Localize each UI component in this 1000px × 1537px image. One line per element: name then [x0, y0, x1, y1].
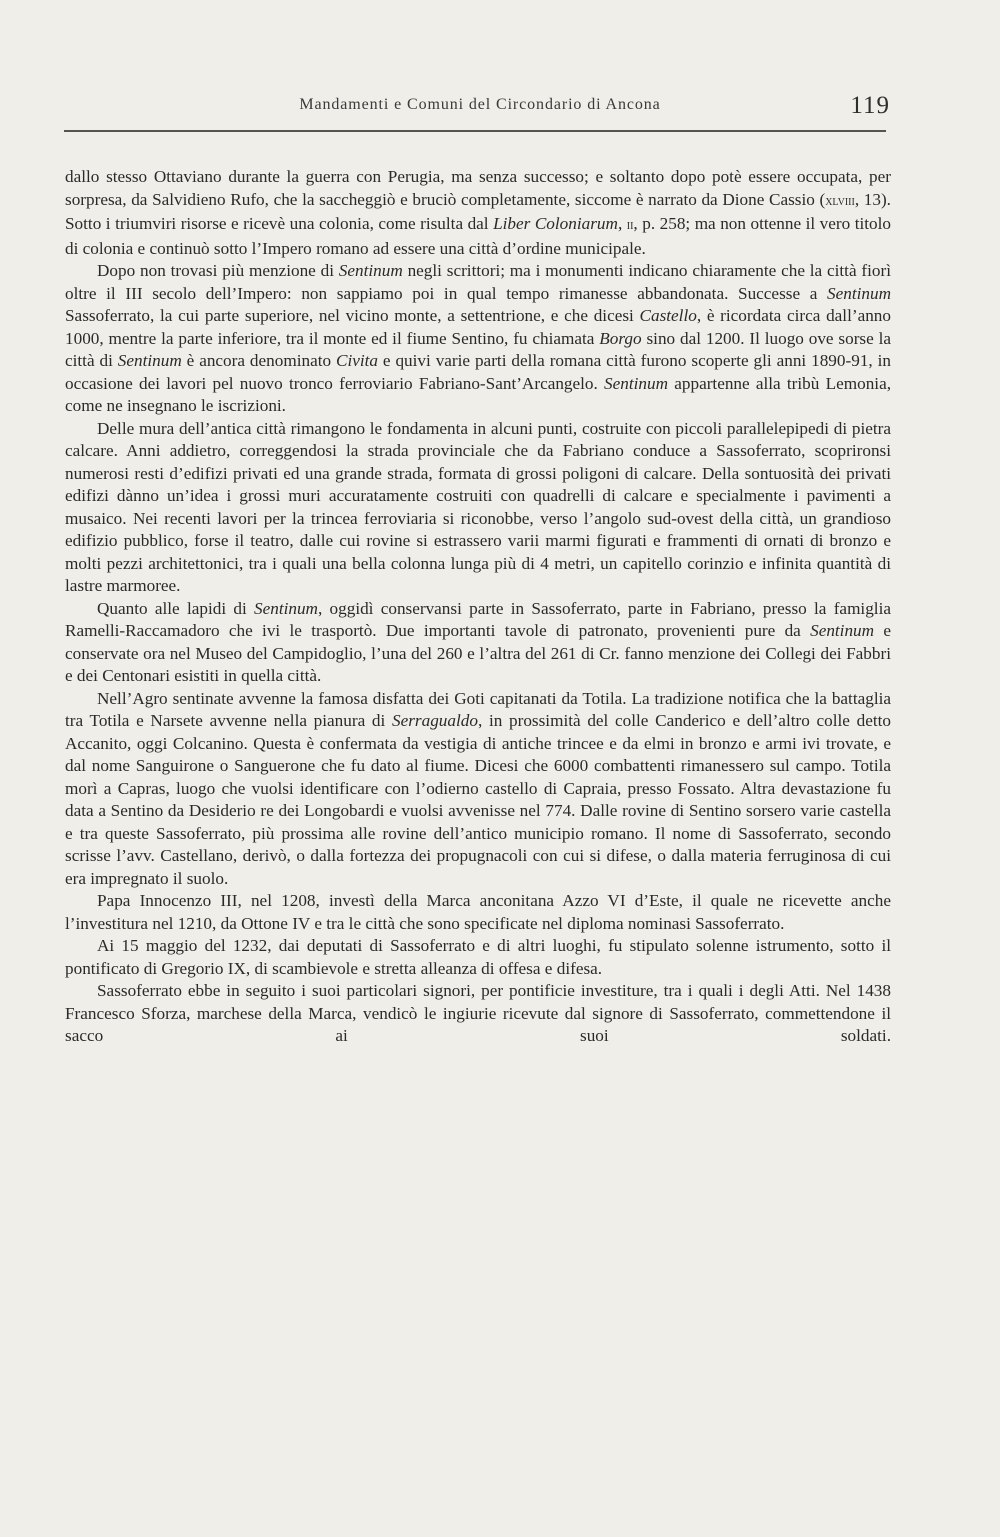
- text-run: Sassoferrato ebbe in seguito i suoi particolari signori, per pontificie investiture, tra i quali i degli Atti. Nel 1438 Francesco Sforza, marchese della Marca, vendicò le ingiurie ricevute dal signore di Sassoferrato, commettendone il sacco ai suoi soldati.: [65, 981, 891, 1045]
- italic-text: Sentinum: [810, 621, 875, 640]
- italic-text: Castello: [639, 306, 697, 325]
- paragraph: [65, 166, 891, 260]
- text-run: , p. 258; ma non ottenne il vero titolo di colonia e continuò sotto l’Impero romano ad essere una città d’ordine municipale.: [65, 214, 891, 258]
- italic-text: Civita: [335, 351, 378, 370]
- text-run: Quanto alle lapidi di: [97, 598, 254, 618]
- paragraph: [65, 980, 891, 1048]
- text-run: Dopo non trovasi più menzione di: [97, 261, 339, 280]
- text-run: sino dal 1200. Il luogo ove sorse la città di: [65, 328, 891, 370]
- text-run: , 13). Sotto i triumviri risorse e ricevè una colonia, come risulta dal: [65, 189, 891, 233]
- italic-text: Sentinum: [604, 373, 669, 393]
- text-run: dallo stesso Ottaviano durante la guerra con Perugia, ma senza successo; e soltanto dopo potè essere occupata, per sorpresa, da Salvidieno Rufo, che la saccheggiò e bruciò completamente, siccome è narrato da Dione Cassio (: [65, 167, 891, 209]
- italic-text: Serragualdo: [392, 711, 478, 730]
- text-run: e conservate ora nel Museo del Campidoglio, l’una del 260 e l’altra del 261 di Cr. fanno menzione dei Collegi dei Fabbri e dei Centonari esistiti in quella città.: [65, 621, 891, 685]
- italic-text: Sentinum: [117, 351, 182, 370]
- page-number: 119: [850, 92, 890, 119]
- header-rule: [64, 130, 886, 132]
- text-run: Papa Innocenzo III, nel 1208, investì della Marca anconitana Azzo VI d’Este, il quale ne ricevette anche l’investitura nel 1210, da Ottone IV e tra le città che sono specificate nel diploma nominasi Sassoferrato.: [65, 891, 891, 933]
- text-run: ,: [617, 214, 627, 233]
- text-run: e quivi varie parti della romana città furono scoperte gli anni 1890-91, in occasione dei lavori pel nuovo tronco ferroviario Fabriano-Sant’Arcangelo.: [65, 351, 891, 393]
- paragraph: [65, 598, 891, 688]
- text-run: , è ricordata circa dall’anno 1000, mentre la parte inferiore, tra il monte ed il fiume Sentino, fu chiamata: [65, 306, 891, 348]
- body-text: [65, 166, 891, 1048]
- text-run: appartenne alla tribù Lemonia, come ne insegnano le iscrizioni.: [65, 373, 891, 415]
- running-head: [64, 92, 896, 122]
- italic-text: Sentinum: [827, 283, 891, 303]
- italic-text: Sentinum: [254, 598, 318, 618]
- running-title: Mandamenti e Comuni del Circondario di Ancona: [299, 96, 661, 113]
- text-run: Sassoferrato, la cui parte superiore, nel vicino monte, a settentrione, e che dicesi: [65, 306, 640, 325]
- paragraph: [65, 688, 891, 891]
- text-run: è ancora denominato: [181, 351, 336, 370]
- text-run: , oggidì conservansi parte in Sassoferrato, parte in Fabriano, presso la famiglia Ramelli-Raccamadoro che ivi le trasportò. Due importanti tavole di patronato, provenienti pure da: [65, 598, 891, 640]
- text-run: negli scrittori; ma i monumenti indicano chiaramente che la città fiorì oltre il III secolo dell’Impero: non sappiamo poi in qual tempo rimanesse abbandonata. Successe a: [65, 261, 891, 303]
- italic-text: Liber Coloniarum: [493, 214, 618, 233]
- text-run: Ai 15 maggio del 1232, dai deputati di Sassoferrato e di altri luoghi, fu stipulato solenne istrumento, sotto il pontificato di Gregorio IX, di scambievole e stretta alleanza di offesa e difesa.: [65, 936, 891, 978]
- small-caps-text: xlviii: [825, 193, 855, 209]
- paragraph: [65, 890, 891, 935]
- small-caps-text: ii: [626, 218, 634, 233]
- paragraph: [65, 260, 891, 418]
- italic-text: Borgo: [599, 328, 642, 348]
- italic-text: Sentinum: [338, 261, 403, 280]
- text-run: Nell’Agro sentinate avvenne la famosa disfatta dei Goti capitanati da Totila. La tradizione notifica che la battaglia tra Totila e Narsete avvenne nella pianura di: [65, 688, 891, 730]
- text-run: , in prossimità del colle Canderico e dell’altro colle detto Accanito, oggi Colcanino. Questa è confermata da vestigia di antiche trincee e da elmi in bronzo e armi ivi trovate, e dal nome Sanguirone o Sanguerone che fu dato al fiume. Dicesi che 6000 combattenti rimanessero sul campo. Totila morì a Capras, luogo che vuolsi identificare con l’odierno castello di Capraia, presso Fossato. Altra devastazione fu data a Sentino da Desiderio re dei Longobardi e vuolsi avvenisse nel 774. Dalle rovine di Sentino sorsero varie castella e tra queste Sassoferrato, più prossima alle rovine dell’antico municipio romano. Il nome di Sassoferrato, secondo scrisse l’avv. Castellano, derivò, o dalla fortezza dei propugnacoli con cui si difese, o dalla materia ferruginosa di cui era impregnato il suolo.: [65, 711, 891, 888]
- text-run: Delle mura dell’antica città rimangono le fondamenta in alcuni punti, costruite con piccoli parallelepipedi di pietra calcare. Anni addietro, correggendosi la strada provinciale che da Fabriano conduce a Sassoferrato, scoprironsi numerosi resti d’edifizi privati ed una grande strada, formata di grossi poligoni di calcare. Della sontuosità dei privati edifizi dànno un’idea i grossi muri accuratamente costruiti con quadrelli di calcare e specialmente i pavimenti a musaico. Nei recenti lavori per la trincea ferroviaria si riconobbe, verso l’angolo sud-ovest della città, un grandioso edifizio pubblico, forse il teatro, dalle cui rovine si estrassero varii marmi figurati e frammenti di ornati di bronzo e molti pezzi architettonici, tra i quali una bella colonna lunga più di 4 metri, un capitello corinzio e infinita quantità di lastre marmoree.: [65, 418, 891, 595]
- paragraph: [65, 935, 891, 980]
- paragraph: [65, 418, 891, 598]
